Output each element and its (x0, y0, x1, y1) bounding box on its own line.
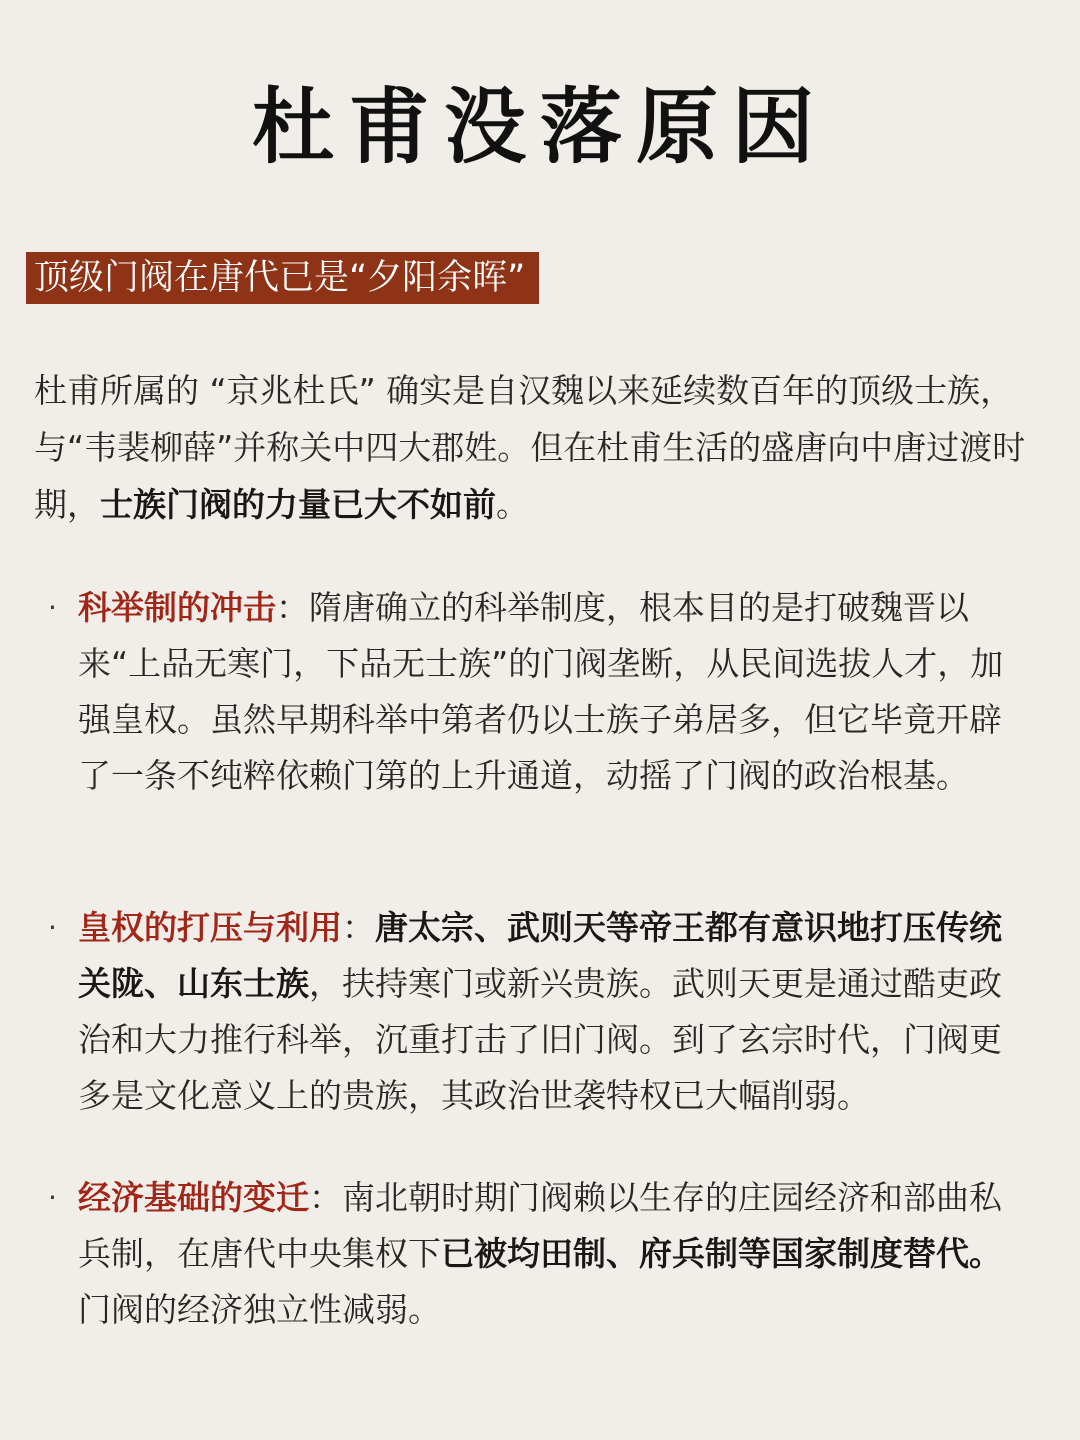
page-title: 杜甫没落原因 (251, 80, 828, 175)
intro-text-end: 。 (496, 485, 529, 524)
item-colon: ： (309, 1178, 342, 1217)
bullet-dot: · (48, 1181, 57, 1214)
list-item-huangquan (48, 900, 1023, 1124)
list-item-jingji (48, 1170, 1023, 1338)
item-text-end: 门阀的经济独立性减弱。 (78, 1290, 441, 1329)
item-title: 皇权的打压与利用 (78, 908, 342, 947)
intro-emphasis: 士族门阀的力量已大不如前 (100, 485, 496, 524)
item-colon: ： (342, 908, 375, 947)
item-emphasis: 唐太宗、武则天等帝王都有意识地打压传统关陇、山东士族 (78, 908, 1002, 1003)
item-emphasis: 已被均田制、府兵制等国家制度替代。 (441, 1234, 1002, 1273)
list-item-keju (48, 580, 1023, 804)
item-title: 科举制的冲击 (78, 588, 276, 627)
intro-text: 杜甫所属的 “京兆杜氏” 确实是自汉魏以来延续数百年的顶级士族，与“韦裴柳薛”并称关中四大郡姓。但在杜甫生活的盛唐向中唐过渡时期， (34, 371, 1026, 524)
bullet-dot: · (48, 591, 57, 624)
item-colon: ： (276, 588, 309, 627)
intro-paragraph (34, 362, 1034, 533)
bullet-dot: · (48, 911, 57, 944)
item-text-end: ，扶持寒门或新兴贵族。武则天更是通过酷吏政治和大力推行科举，沉重打击了旧门阀。到了玄宗时代，门阀更多是文化意义上的贵族，其政治世袭特权已大幅削弱。 (78, 964, 1002, 1115)
item-text: 南北朝时期门阀赖以生存的庄园经济和部曲私兵制，在唐代中央集权下 (78, 1178, 1002, 1273)
item-text: 隋唐确立的科举制度，根本目的是打破魏晋以来“上品无寒门，下品无士族”的门阀垄断，从民间选拔人才，加强皇权。虽然早期科举中第者仍以士族子弟居多，但它毕竟开辟了一条不纯粹依赖门第的上升通道，动摇了门阀的政治根基。 (78, 588, 1004, 795)
section-heading: 顶级门阀在唐代已是“夕阳余晖” (26, 252, 539, 304)
item-title: 经济基础的变迁 (78, 1178, 309, 1217)
